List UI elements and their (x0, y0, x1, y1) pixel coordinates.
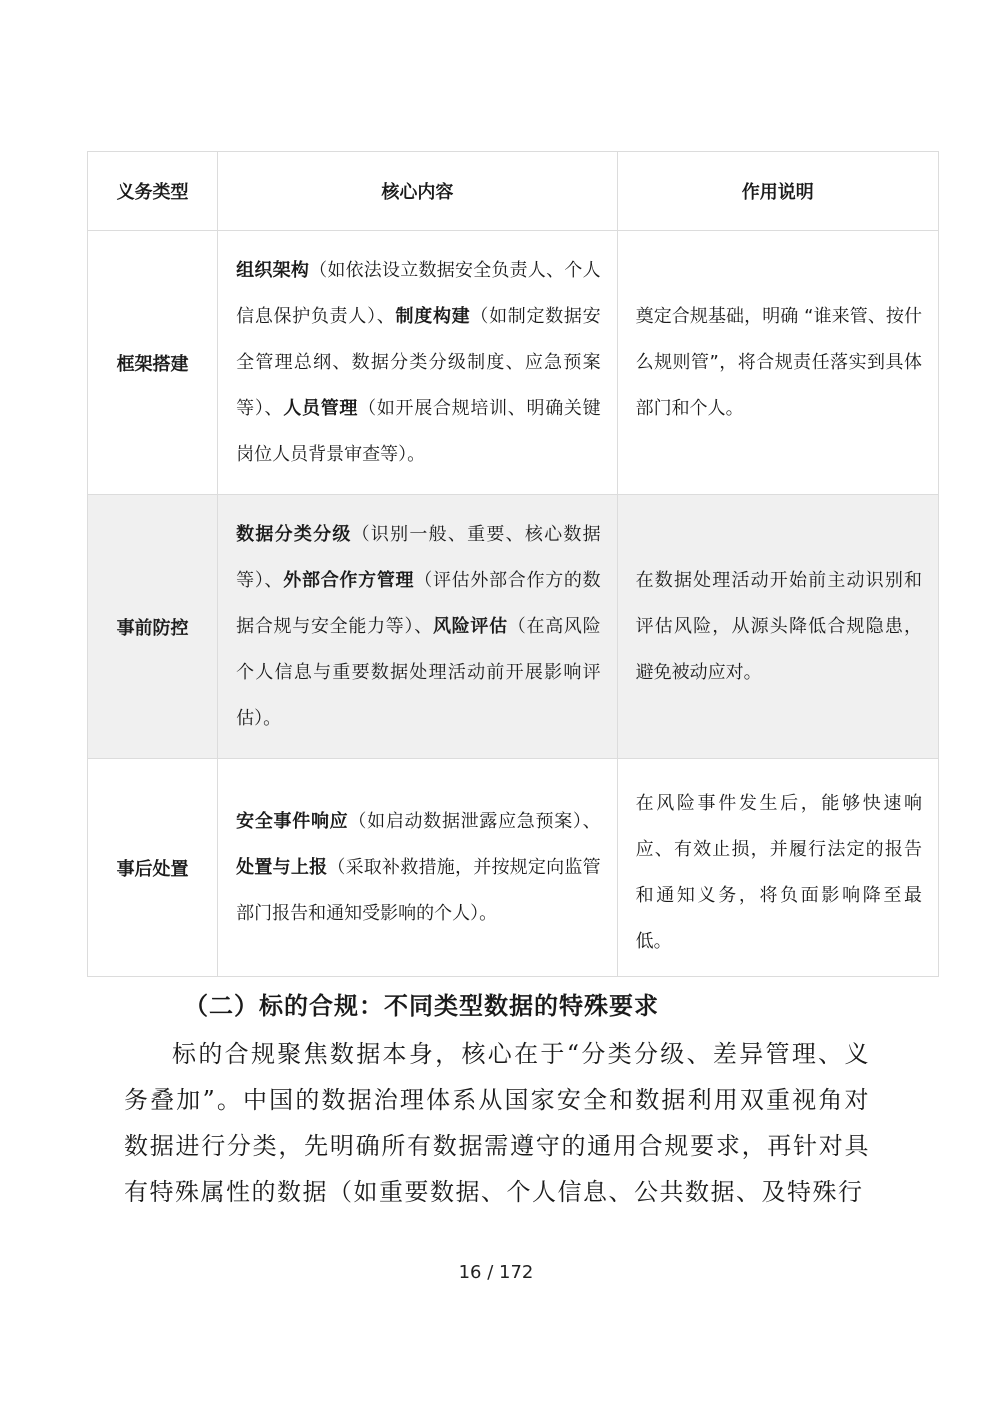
header-content: 核心内容 (218, 152, 617, 231)
content-keyword: 制度构建 (395, 305, 471, 327)
content-keyword: 人员管理 (283, 397, 359, 419)
content-text: （如制定数据安全管理总纲、数据分类分级制度、应急预案等）、 (236, 305, 601, 419)
row-content (218, 495, 617, 759)
row-effect: 在风险事件发生后，能够快速响应、有效止损，并履行法定的报告和通知义务，将负面影响降至最低。 (617, 759, 938, 977)
content-keyword: 风险评估 (432, 615, 508, 637)
content-keyword: 外部合作方管理 (283, 569, 415, 591)
content-keyword: 处置与上报 (236, 856, 328, 878)
header-type: 义务类型 (88, 152, 218, 231)
table-row (88, 495, 939, 759)
content-keyword: 组织架构 (236, 259, 310, 281)
content-text: （如启动数据泄露应急预案）、 (348, 810, 601, 832)
body-paragraph: 标的合规聚焦数据本身，核心在于“分类分级、差异管理、义务叠加”。中国的数据治理体系从国家安全和数据利用双重视角对数据进行分类，先明确所有数据需遵守的通用合规要求，再针对具有特殊属性的数据（如重要数据、个人信息、公共数据、及特殊行 (124, 1040, 870, 1206)
table-row (88, 759, 939, 977)
content-text: （如依法设立数据安全负责人、个人信息保护负责人）、 (236, 259, 601, 327)
header-effect: 作用说明 (617, 152, 938, 231)
obligations-table (87, 151, 939, 977)
row-effect: 在数据处理活动开始前主动识别和评估风险，从源头降低合规隐患，避免被动应对。 (617, 495, 938, 759)
row-effect: 奠定合规基础，明确 “谁来管、按什么规则管”，将合规责任落实到具体部门和个人。 (617, 231, 938, 495)
section-heading: （二）标的合规：不同类型数据的特殊要求 (184, 991, 659, 1020)
table-row (88, 231, 939, 495)
content-text: （评估外部合作方的数据合规与安全能力等）、 (236, 569, 601, 637)
content-text: （如开展合规培训、明确关键岗位人员背景审查等）。 (236, 397, 601, 465)
content-keyword: 安全事件响应 (236, 810, 349, 832)
content-text: （采取补救措施，并按规定向监管部门报告和通知受影响的个人）。 (236, 856, 601, 924)
content-text: （在高风险个人信息与重要数据处理活动前开展影响评估）。 (236, 615, 601, 729)
row-type: 事后处置 (88, 759, 218, 977)
row-type: 事前防控 (88, 495, 218, 759)
row-type: 框架搭建 (88, 231, 218, 495)
page-number: 16 / 172 (458, 1262, 534, 1283)
content-text: （识别一般、重要、核心数据等）、 (236, 523, 601, 591)
content-keyword: 数据分类分级 (236, 523, 352, 545)
table-header-row (88, 152, 939, 231)
row-content (218, 231, 617, 495)
row-content (218, 759, 617, 977)
